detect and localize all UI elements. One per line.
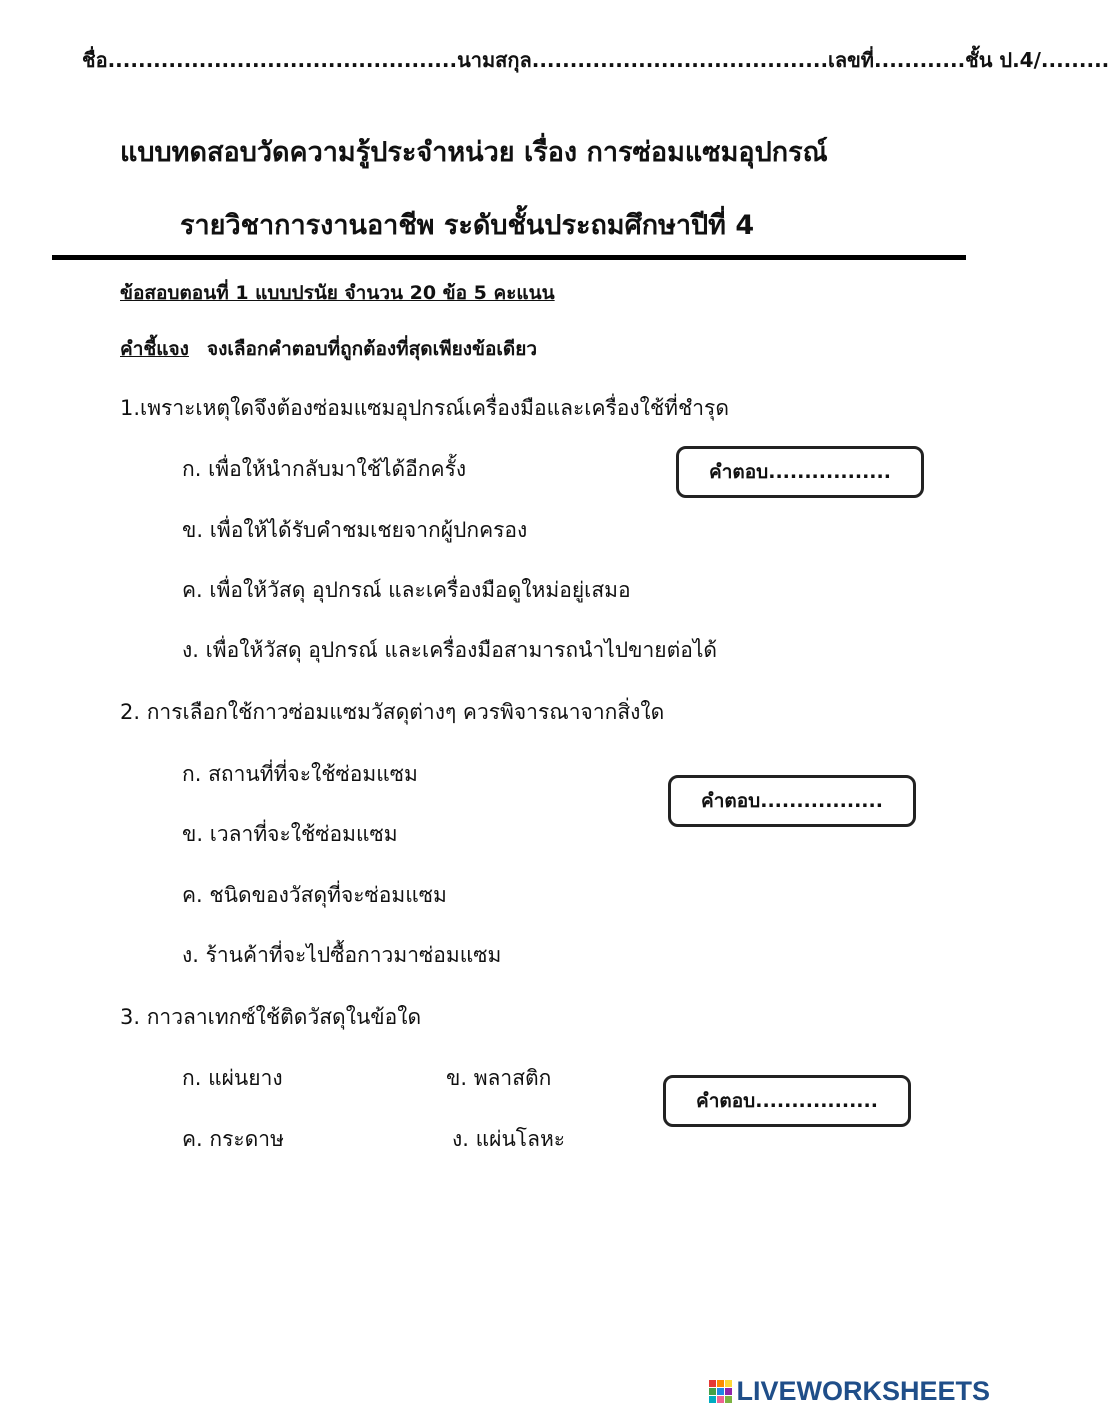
title-divider: [52, 255, 966, 260]
question-1-option-c[interactable]: ค. เพื่อให้วัสดุ อุปกรณ์ และเครื่องมือดูใหม่อยู่เสมอ: [182, 578, 631, 602]
question-1-option-b[interactable]: ข. เพื่อให้ได้รับคำชมเชยจากผู้ปกครอง: [182, 518, 528, 542]
logo-mark-square: [709, 1388, 716, 1395]
logo-mark-square: [709, 1380, 716, 1387]
question-1-option-d[interactable]: ง. เพื่อให้วัสดุ อุปกรณ์ และเครื่องมือสามารถนำไปขายต่อได้: [182, 638, 718, 662]
question-2-answer-box[interactable]: คำตอบ.................: [668, 775, 916, 827]
logo-mark-square: [717, 1388, 724, 1395]
question-3-option-c[interactable]: ค. กระดาษ: [182, 1127, 284, 1151]
question-2-option-a[interactable]: ก. สถานที่ที่จะใช้ซ่อมแซม: [182, 762, 418, 786]
instruction-text: จงเลือกคำตอบที่ถูกต้องที่สุดเพียงข้อเดียว: [206, 338, 538, 360]
student-info-line: ชื่อ..............................................นามสกุล.......................................เลขที่............ชั้น ป.4/.........: [82, 48, 1109, 72]
liveworksheets-logo: [709, 1376, 990, 1407]
instruction: [120, 334, 537, 364]
question-2-option-b[interactable]: ข. เวลาที่จะใช้ซ่อมแซม: [182, 822, 398, 846]
logo-mark-square: [725, 1388, 732, 1395]
logo-text: LIVEWORKSHEETS: [736, 1376, 990, 1406]
page-subtitle: รายวิชาการงานอาชีพ ระดับชั้นประถมศึกษาปีที่ 4: [180, 210, 755, 241]
question-3-option-a[interactable]: ก. แผ่นยาง: [182, 1066, 283, 1090]
question-2-option-c[interactable]: ค. ชนิดของวัสดุที่จะซ่อมแซม: [182, 883, 447, 907]
question-3-text: 3. กาวลาเทกซ์ใช้ติดวัสดุในข้อใด: [120, 1005, 422, 1029]
question-1-answer-box[interactable]: คำตอบ.................: [676, 446, 924, 498]
question-1-option-a[interactable]: ก. เพื่อให้นำกลับมาใช้ได้อีกครั้ง: [182, 457, 467, 481]
question-2-option-d[interactable]: ง. ร้านค้าที่จะไปซื้อกาวมาซ่อมแซม: [182, 943, 502, 967]
logo-mark-square: [725, 1396, 732, 1403]
logo-mark-square: [717, 1380, 724, 1387]
logo-mark-square: [717, 1396, 724, 1403]
logo-mark-square: [709, 1396, 716, 1403]
question-3-option-d[interactable]: ง. แผ่นโลหะ: [452, 1127, 566, 1151]
question-2-text: 2. การเลือกใช้กาวซ่อมแซมวัสดุต่างๆ ควรพิจารณาจากสิ่งใด: [120, 700, 665, 724]
section-heading: ข้อสอบตอนที่ 1 แบบปรนัย จำนวน 20 ข้อ 5 คะแนน: [120, 282, 555, 304]
logo-mark-square: [725, 1380, 732, 1387]
question-3-option-b[interactable]: ข. พลาสติก: [446, 1066, 552, 1090]
logo-mark-icon: [709, 1380, 732, 1403]
question-1-text: 1.เพราะเหตุใดจึงต้องซ่อมแซมอุปกรณ์เครื่องมือและเครื่องใช้ที่ชำรุด: [120, 396, 729, 420]
question-3-answer-box[interactable]: คำตอบ.................: [663, 1075, 911, 1127]
instruction-label: คำชี้แจง: [120, 338, 189, 360]
page-title: แบบทดสอบวัดความรู้ประจำหน่วย เรื่อง การซ่อมแซมอุปกรณ์: [120, 137, 828, 168]
